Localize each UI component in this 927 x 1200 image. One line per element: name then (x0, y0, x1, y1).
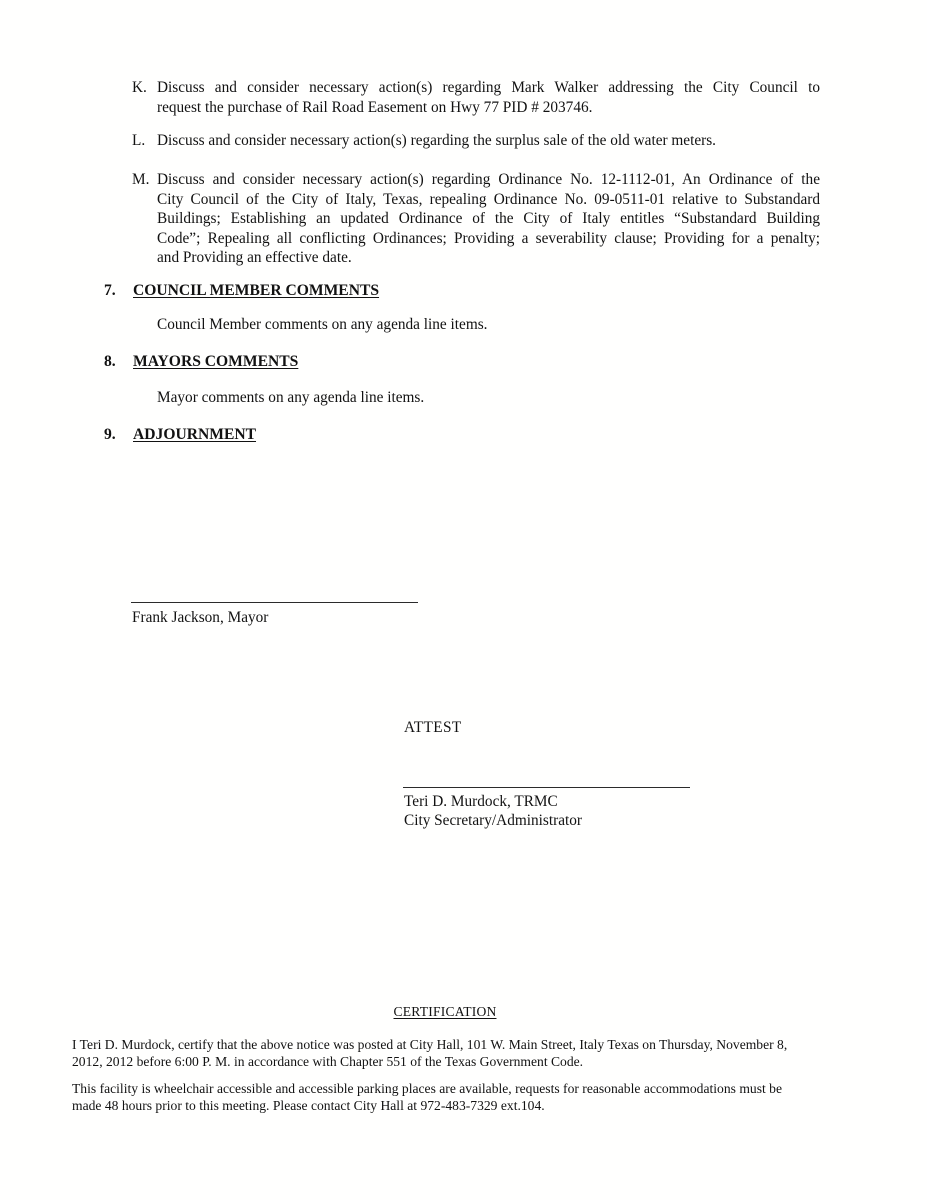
section-body-council-member-comments: Council Member comments on any agenda line items. (157, 316, 488, 333)
attest-signature-name: Teri D. Murdock, TRMC (404, 793, 558, 810)
agenda-item-line: request the purchase of Rail Road Easement on Hwy 77 PID # 203746. (157, 98, 593, 116)
agenda-item-marker: K. (132, 79, 147, 96)
section-title: MAYORS COMMENTS (133, 353, 299, 370)
section-title: ADJOURNMENT (133, 426, 257, 443)
certification-line: 2012, 2012 before 6:00 P. M. in accordance with Chapter 551 of the Texas Government Code. (72, 1054, 584, 1070)
mayor-signature-name: Frank Jackson, Mayor (132, 609, 269, 626)
section-heading-council-member-comments (104, 281, 379, 301)
certification-heading (72, 1003, 818, 1020)
agenda-item-line: Discuss and consider necessary action(s) regarding Mark Walker addressing the City Council to (157, 79, 820, 96)
attest-signature-line (403, 787, 690, 788)
agenda-item-l (132, 131, 820, 151)
section-heading-adjournment (104, 425, 256, 445)
agenda-item-line: Buildings; Establishing an updated Ordinance of the City of Italy entitles “Substandard Building (157, 210, 820, 228)
agenda-item-line: and Providing an effective date. (157, 249, 352, 267)
certification-line: made 48 hours prior to this meeting. Please contact City Hall at 972-483-7329 ext.104. (72, 1098, 545, 1114)
agenda-item-text (157, 78, 820, 117)
agenda-item-k (132, 78, 820, 117)
mayor-signature-line (131, 602, 418, 603)
agenda-item-text (157, 131, 820, 151)
attest-label: ATTEST (404, 719, 462, 736)
certification-paragraph-posting (72, 1036, 818, 1071)
section-number: 9. (104, 426, 116, 443)
certification-heading-text: CERTIFICATION (393, 1004, 497, 1019)
agenda-item-m (132, 170, 820, 268)
agenda-item-text (157, 170, 820, 268)
section-body-mayors-comments: Mayor comments on any agenda line items. (157, 389, 425, 406)
section-number: 8. (104, 353, 116, 370)
agenda-item-line: Code”; Repealing all conflicting Ordinances; Providing a severability clause; Providing for a penalty; (157, 229, 820, 247)
certification-line: This facility is wheelchair accessible and accessible parking places are available, requests for reasonable accommodations must be (72, 1081, 782, 1096)
certification-paragraph-accessibility (72, 1080, 818, 1115)
agenda-item-marker: M. (132, 171, 150, 188)
agenda-item-line: Discuss and consider necessary action(s) regarding Ordinance No. 12-1112-01, An Ordinance of the (157, 171, 820, 188)
attest-signature-title: City Secretary/Administrator (404, 812, 582, 829)
agenda-item-line: Discuss and consider necessary action(s) regarding the surplus sale of the old water meters. (157, 132, 717, 149)
section-heading-mayors-comments (104, 352, 298, 372)
section-number: 7. (104, 282, 116, 299)
certification-line: I Teri D. Murdock, certify that the above notice was posted at City Hall, 101 W. Main Street, Italy Texas on Thursday, November 8, (72, 1037, 788, 1052)
agenda-item-line: City Council of the City of Italy, Texas, repealing Ordinance No. 09-0511-01 relative to Substandard (157, 190, 820, 208)
agenda-item-marker: L. (132, 132, 146, 149)
section-title: COUNCIL MEMBER COMMENTS (133, 282, 380, 299)
